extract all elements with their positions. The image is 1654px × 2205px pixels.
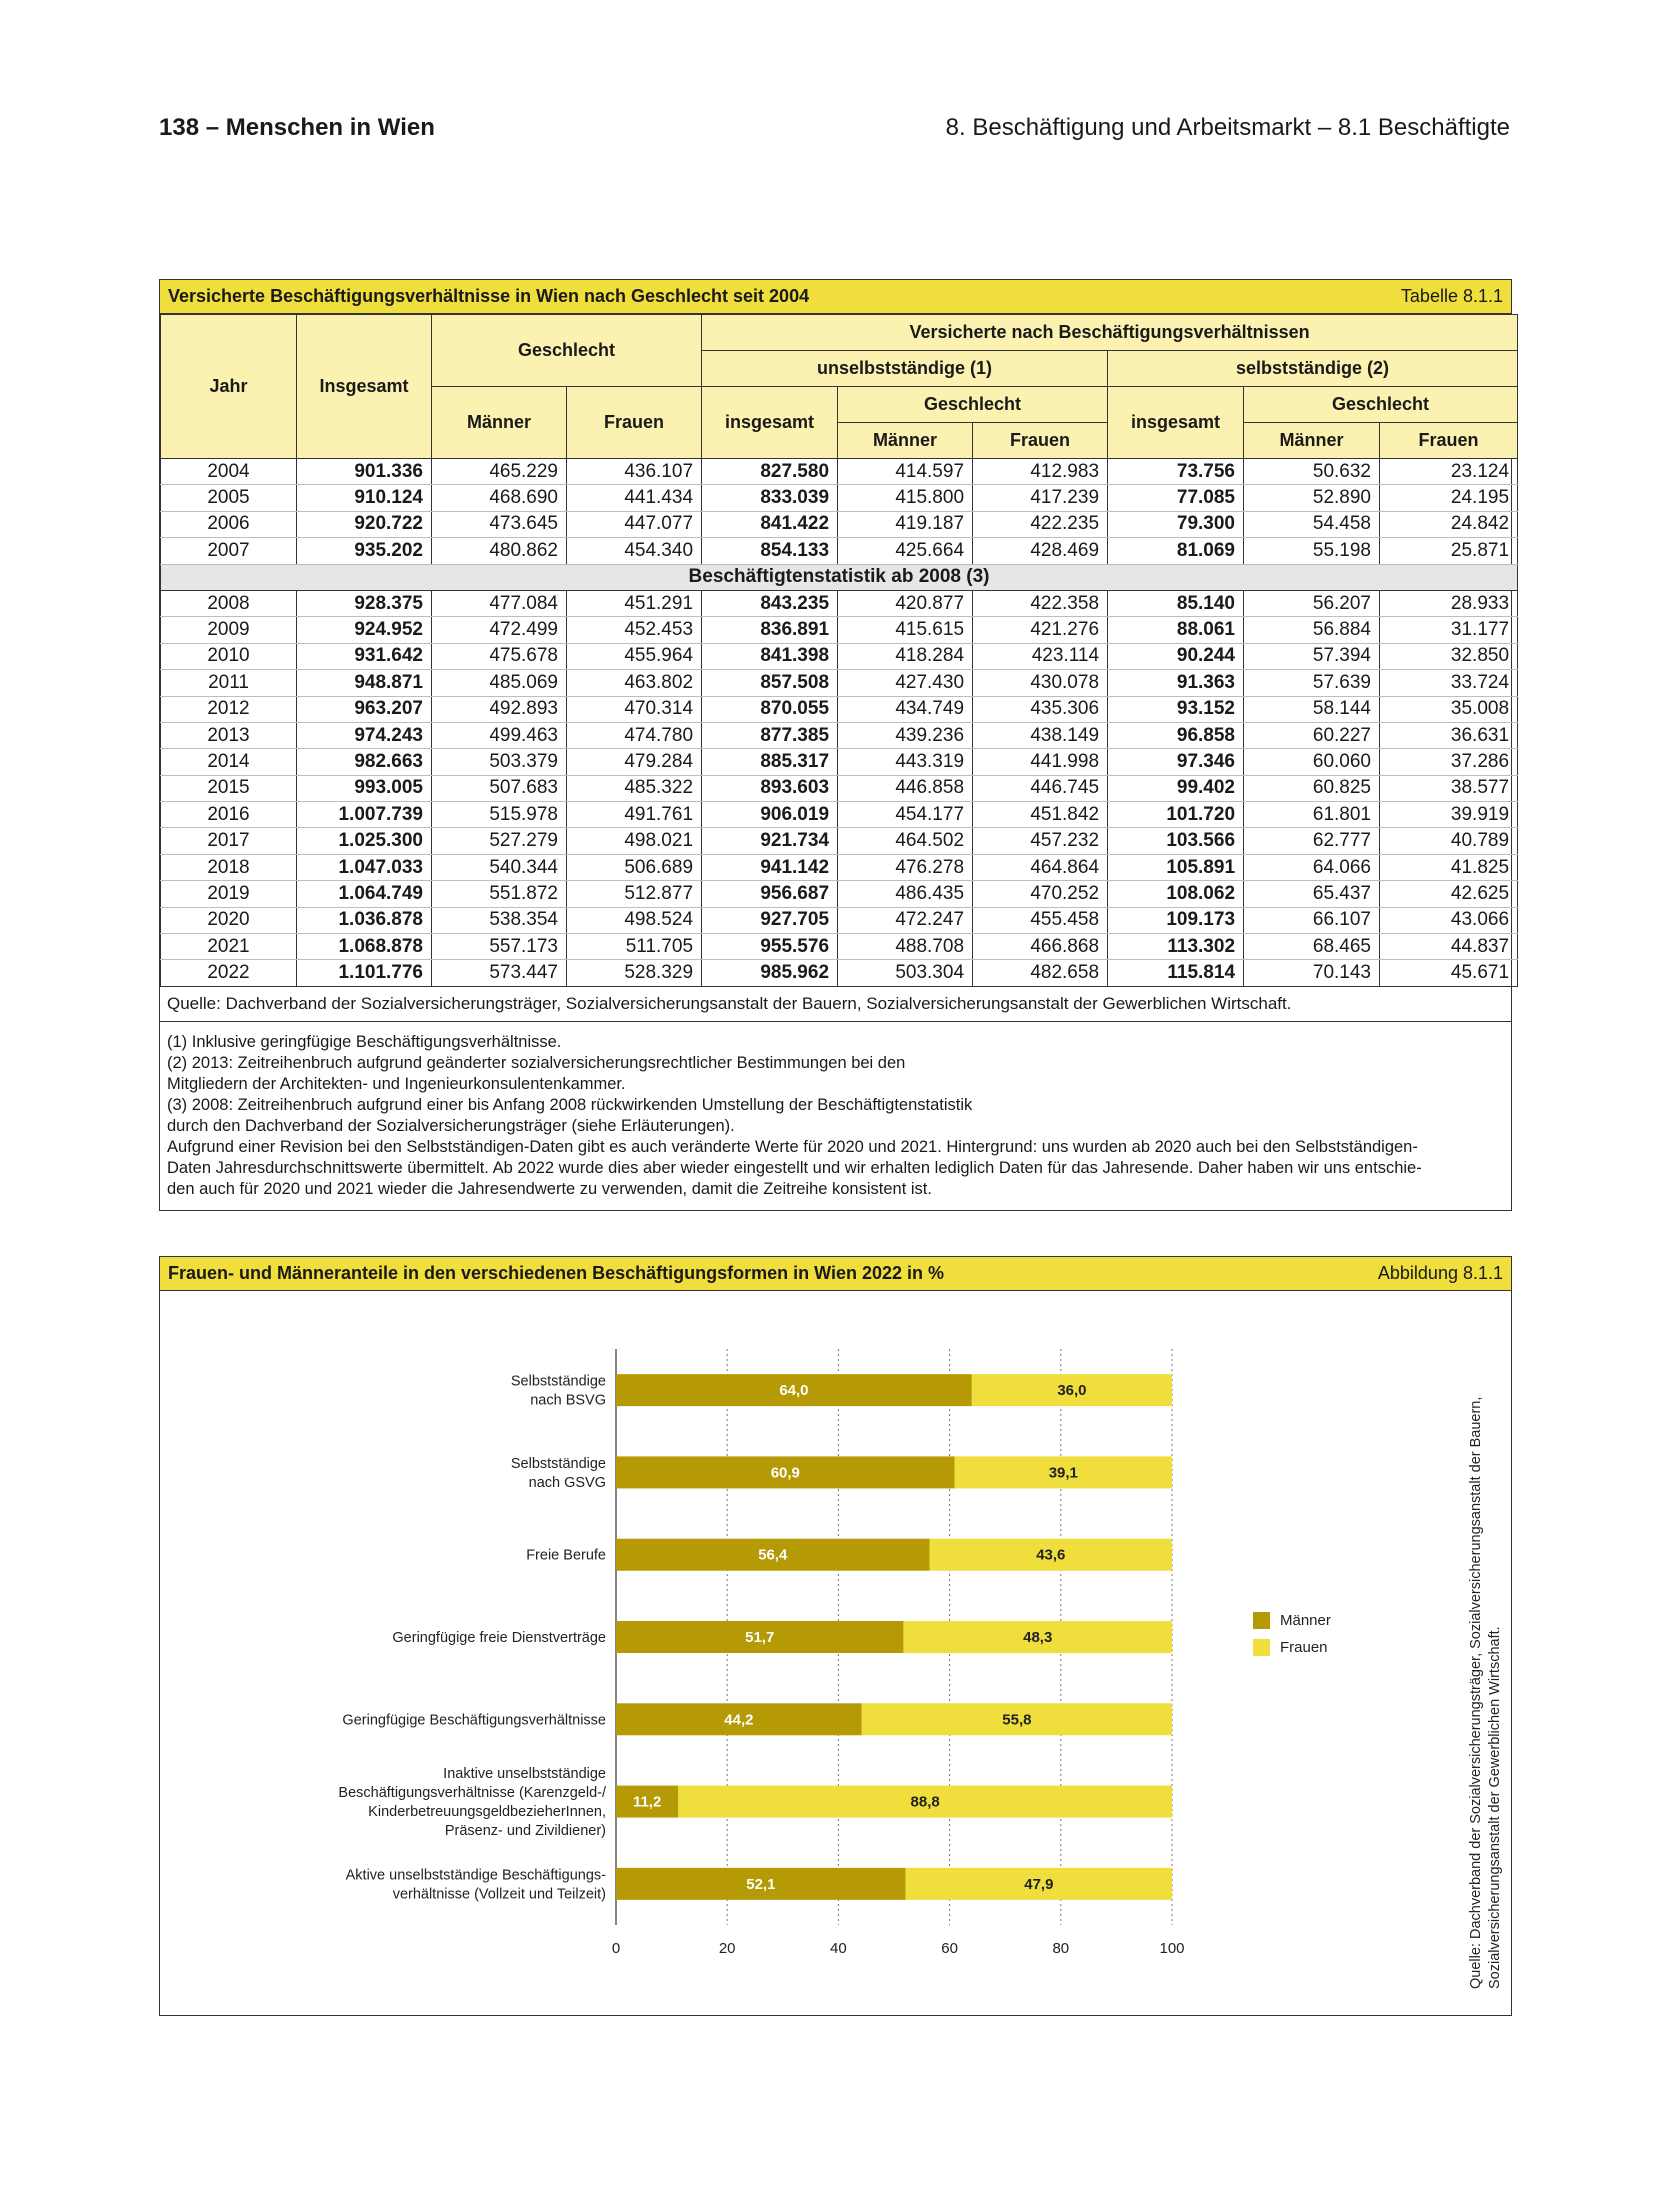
table-cell: 1.064.749: [297, 881, 432, 907]
table-cell: 982.663: [297, 749, 432, 775]
note-line: Mitgliedern der Architekten- und Ingenieurkonsulentenkammer.: [167, 1074, 626, 1093]
table-cell: 446.858: [838, 775, 973, 801]
table-cell: 506.689: [567, 854, 702, 880]
table-cell: 511.705: [567, 934, 702, 960]
col-header-selbst-geschlecht: Geschlecht: [1244, 387, 1518, 423]
category-label: nach GSVG: [528, 1474, 606, 1491]
table-cell: 77.085: [1108, 485, 1244, 511]
table-cell: 430.078: [973, 670, 1108, 696]
data-label: 39,1: [1048, 1464, 1078, 1482]
category-label: Aktive unselbstständige Beschäftigungs-: [345, 1867, 606, 1884]
table-cell: 96.858: [1108, 722, 1244, 748]
table-cell: 515.978: [432, 802, 567, 828]
table-cell: 23.124: [1380, 459, 1518, 485]
table-cell: 90.244: [1108, 643, 1244, 669]
data-label: 43,6: [1036, 1546, 1066, 1564]
note-line: Daten Jahresdurchschnittswerte übermittelt. Ab 2022 wurde dies aber wieder eingestellt und wir erhalten lediglich Daten für das Jahresende. Daher haben wir uns entschie-: [167, 1158, 1422, 1177]
table-cell: 39.919: [1380, 802, 1518, 828]
table-cell: 81.069: [1108, 538, 1244, 564]
table-cell: 68.465: [1244, 934, 1380, 960]
table-cell: 538.354: [432, 907, 567, 933]
table-row: [161, 696, 1518, 722]
category-label: Präsenz- und Zivildiener): [444, 1823, 606, 1840]
table-cell: 45.671: [1380, 960, 1518, 986]
category-label: nach BSVG: [530, 1392, 606, 1409]
table-cell: 57.394: [1244, 643, 1380, 669]
category-label: Freie Berufe: [526, 1547, 606, 1564]
x-tick-label: 100: [1159, 1940, 1185, 1957]
table-cell: 1.025.300: [297, 828, 432, 854]
table-cell: 79.300: [1108, 511, 1244, 537]
data-label: 52,1: [746, 1875, 776, 1893]
table-cell: 52.890: [1244, 485, 1380, 511]
table-cell: 455.964: [567, 643, 702, 669]
table-cell: 488.708: [838, 934, 973, 960]
table-cell: 103.566: [1108, 828, 1244, 854]
cell-year: 2017: [161, 828, 297, 854]
table-cell: 463.802: [567, 670, 702, 696]
separator-label: Beschäftigtenstatistik ab 2008 (3): [161, 564, 1518, 590]
table-row: [161, 802, 1518, 828]
table-cell: 65.437: [1244, 881, 1380, 907]
col-header-unselbst: unselbstständige (1): [702, 351, 1108, 387]
x-tick-label: 60: [941, 1940, 958, 1957]
cell-year: 2019: [161, 881, 297, 907]
table-cell: 28.933: [1380, 590, 1518, 616]
table-row: [161, 643, 1518, 669]
table-cell: 420.877: [838, 590, 973, 616]
x-tick-label: 80: [1052, 1940, 1070, 1957]
col-header-selbst: selbstständige (2): [1108, 351, 1518, 387]
table-cell: 910.124: [297, 485, 432, 511]
table-cell: 44.837: [1380, 934, 1518, 960]
table-cell: 827.580: [702, 459, 838, 485]
category-label: verhältnisse (Vollzeit und Teilzeit): [392, 1886, 606, 1903]
table-cell: 64.066: [1244, 854, 1380, 880]
legend-label: Männer: [1280, 1612, 1331, 1629]
table-cell: 540.344: [432, 854, 567, 880]
figure-source-line: Quelle: Dachverband der Sozialversicherungsträger, Sozialversicherungsanstalt der Bauern,: [1468, 1396, 1484, 1989]
category-label: Selbstständige: [510, 1373, 606, 1390]
table-body: [161, 459, 1518, 987]
table-cell: 928.375: [297, 590, 432, 616]
col-header-maenner: Männer: [432, 387, 567, 459]
table-cell: 24.195: [1380, 485, 1518, 511]
table-cell: 528.329: [567, 960, 702, 986]
table-cell: 492.893: [432, 696, 567, 722]
table-cell: 573.447: [432, 960, 567, 986]
table-cell: 73.756: [1108, 459, 1244, 485]
employment-table: [160, 314, 1518, 987]
table-cell: 974.243: [297, 722, 432, 748]
col-header-insgesamt: Insgesamt: [297, 315, 432, 459]
table-cell: 485.322: [567, 775, 702, 801]
table-cell: 33.724: [1380, 670, 1518, 696]
table-cell: 482.658: [973, 960, 1108, 986]
table-cell: 468.690: [432, 485, 567, 511]
table-cell: 551.872: [432, 881, 567, 907]
legend-swatch-maenner: [1253, 1612, 1270, 1629]
stacked-bar-chart: [160, 1291, 1511, 2014]
table-cell: 924.952: [297, 617, 432, 643]
table-row: [161, 907, 1518, 933]
table-cell: 109.173: [1108, 907, 1244, 933]
table-cell: 446.745: [973, 775, 1108, 801]
col-header-selbst-insgesamt: insgesamt: [1108, 387, 1244, 459]
table-cell: 425.664: [838, 538, 973, 564]
table-cell: 58.144: [1244, 696, 1380, 722]
table-cell: 836.891: [702, 617, 838, 643]
table-cell: 113.302: [1108, 934, 1244, 960]
table-cell: 421.276: [973, 617, 1108, 643]
table-cell: 418.284: [838, 643, 973, 669]
table-cell: 439.236: [838, 722, 973, 748]
table-cell: 40.789: [1380, 828, 1518, 854]
cell-year: 2010: [161, 643, 297, 669]
note-line: den auch für 2020 und 2021 wieder die Jahresendwerte zu verwenden, damit die Zeitreihe konsistent ist.: [167, 1179, 932, 1198]
table-cell: 55.198: [1244, 538, 1380, 564]
cell-year: 2006: [161, 511, 297, 537]
table-cell: 451.842: [973, 802, 1108, 828]
table-cell: 1.068.878: [297, 934, 432, 960]
table-cell: 921.734: [702, 828, 838, 854]
table-cell: 25.871: [1380, 538, 1518, 564]
col-header-selbst-maenner: Männer: [1244, 423, 1380, 459]
table-cell: 422.235: [973, 511, 1108, 537]
table-cell: 419.187: [838, 511, 973, 537]
table-cell: 503.379: [432, 749, 567, 775]
table-cell: 60.227: [1244, 722, 1380, 748]
table-cell: 57.639: [1244, 670, 1380, 696]
table-cell: 1.101.776: [297, 960, 432, 986]
table-cell: 485.069: [432, 670, 567, 696]
table-cell: 38.577: [1380, 775, 1518, 801]
page-header-left: 138 – Menschen in Wien: [159, 114, 435, 141]
table-cell: 43.066: [1380, 907, 1518, 933]
data-label: 47,9: [1024, 1875, 1054, 1893]
table-cell: 62.777: [1244, 828, 1380, 854]
table-row: [161, 934, 1518, 960]
table-row: [161, 670, 1518, 696]
table-cell: 841.398: [702, 643, 838, 669]
table-row: [161, 881, 1518, 907]
category-label: Geringfügige freie Dienstverträge: [392, 1630, 606, 1646]
table-source: Quelle: Dachverband der Sozialversicherungsträger, Sozialversicherungsanstalt der Bauern, Sozialversicherungsanstalt der Gewerblichen Wirtschaft.: [160, 987, 1511, 1022]
cell-year: 2004: [161, 459, 297, 485]
note-line: Aufgrund einer Revision bei den Selbstständigen-Daten gibt es auch veränderte Werte für 2020 und 2021. Hintergrund: uns wurden ab 2020 auch bei den Selbstständigen-: [167, 1137, 1418, 1156]
table-cell: 60.060: [1244, 749, 1380, 775]
table-row: [161, 511, 1518, 537]
table-cell: 1.047.033: [297, 854, 432, 880]
table-cell: 470.252: [973, 881, 1108, 907]
table-cell: 941.142: [702, 854, 838, 880]
note-line: (3) 2008: Zeitreihenbruch aufgrund einer bis Anfang 2008 rückwirkenden Umstellung der Beschäftigtenstatistik: [167, 1095, 973, 1114]
table-cell: 438.149: [973, 722, 1108, 748]
col-header-unselbst-insgesamt: insgesamt: [702, 387, 838, 459]
table-cell: 955.576: [702, 934, 838, 960]
table-cell: 985.962: [702, 960, 838, 986]
figure-source-line: Sozialversicherungsanstalt der Gewerblichen Wirtschaft.: [1487, 1626, 1503, 1989]
table-cell: 920.722: [297, 511, 432, 537]
table-row: [161, 854, 1518, 880]
table-row: [161, 828, 1518, 854]
table-cell: 115.814: [1108, 960, 1244, 986]
table-cell: 935.202: [297, 538, 432, 564]
table-cell: 470.314: [567, 696, 702, 722]
table-cell: 464.864: [973, 854, 1108, 880]
cell-year: 2020: [161, 907, 297, 933]
legend-swatch-frauen: [1253, 1639, 1270, 1656]
table-box: [159, 279, 1512, 1211]
table-cell: 428.469: [973, 538, 1108, 564]
table-cell: 472.247: [838, 907, 973, 933]
col-header-versicherte: Versicherte nach Beschäftigungsverhältnissen: [702, 315, 1518, 351]
table-cell: 956.687: [702, 881, 838, 907]
cell-year: 2021: [161, 934, 297, 960]
data-label: 11,2: [632, 1793, 662, 1811]
table-cell: 870.055: [702, 696, 838, 722]
table-cell: 417.239: [973, 485, 1108, 511]
figure-title-bar: [160, 1257, 1511, 1291]
table-cell: 70.143: [1244, 960, 1380, 986]
col-header-jahr: Jahr: [161, 315, 297, 459]
cell-year: 2013: [161, 722, 297, 748]
cell-year: 2007: [161, 538, 297, 564]
table-row: [161, 538, 1518, 564]
table-cell: 97.346: [1108, 749, 1244, 775]
table-cell: 415.615: [838, 617, 973, 643]
table-cell: 455.458: [973, 907, 1108, 933]
table-notes: [160, 1022, 1511, 1210]
table-cell: 454.340: [567, 538, 702, 564]
table-cell: 901.336: [297, 459, 432, 485]
table-title: Versicherte Beschäftigungsverhältnisse in Wien nach Geschlecht seit 2004: [168, 286, 810, 306]
table-cell: 99.402: [1108, 775, 1244, 801]
table-cell: 93.152: [1108, 696, 1244, 722]
table-cell: 472.499: [432, 617, 567, 643]
table-cell: 841.422: [702, 511, 838, 537]
category-label: Inaktive unselbstständige: [443, 1766, 606, 1783]
figure-title: Frauen- und Männeranteile in den verschiedenen Beschäftigungsformen in Wien 2022 in %: [168, 1263, 944, 1283]
table-cell: 491.761: [567, 802, 702, 828]
table-cell: 527.279: [432, 828, 567, 854]
table-cell: 454.177: [838, 802, 973, 828]
table-cell: 423.114: [973, 643, 1108, 669]
table-cell: 1.007.739: [297, 802, 432, 828]
table-cell: 906.019: [702, 802, 838, 828]
table-cell: 427.430: [838, 670, 973, 696]
table-cell: 60.825: [1244, 775, 1380, 801]
table-cell: 441.434: [567, 485, 702, 511]
table-title-bar: [160, 280, 1511, 314]
col-header-frauen: Frauen: [567, 387, 702, 459]
table-row: [161, 775, 1518, 801]
table-cell: 486.435: [838, 881, 973, 907]
table-cell: 466.868: [973, 934, 1108, 960]
table-row: [161, 617, 1518, 643]
table-cell: 35.008: [1380, 696, 1518, 722]
col-header-geschlecht: Geschlecht: [432, 315, 702, 387]
table-cell: 843.235: [702, 590, 838, 616]
table-cell: 24.842: [1380, 511, 1518, 537]
table-cell: 108.062: [1108, 881, 1244, 907]
table-cell: 415.800: [838, 485, 973, 511]
figure-box: [159, 1256, 1512, 2016]
table-cell: 50.632: [1244, 459, 1380, 485]
table-cell: 56.207: [1244, 590, 1380, 616]
cell-year: 2014: [161, 749, 297, 775]
table-cell: 475.678: [432, 643, 567, 669]
table-cell: 465.229: [432, 459, 567, 485]
table-cell: 885.317: [702, 749, 838, 775]
table-cell: 414.597: [838, 459, 973, 485]
table-cell: 42.625: [1380, 881, 1518, 907]
table-cell: 477.084: [432, 590, 567, 616]
table-cell: 85.140: [1108, 590, 1244, 616]
x-tick-label: 40: [830, 1940, 847, 1957]
table-cell: 499.463: [432, 722, 567, 748]
cell-year: 2016: [161, 802, 297, 828]
table-cell: 474.780: [567, 722, 702, 748]
cell-year: 2015: [161, 775, 297, 801]
table-cell: 498.524: [567, 907, 702, 933]
table-cell: 498.021: [567, 828, 702, 854]
table-cell: 105.891: [1108, 854, 1244, 880]
table-cell: 32.850: [1380, 643, 1518, 669]
data-label: 60,9: [770, 1464, 800, 1482]
table-cell: 54.458: [1244, 511, 1380, 537]
table-cell: 422.358: [973, 590, 1108, 616]
table-cell: 833.039: [702, 485, 838, 511]
data-label: 51,7: [745, 1629, 775, 1646]
table-cell: 88.061: [1108, 617, 1244, 643]
table-cell: 512.877: [567, 881, 702, 907]
table-cell: 857.508: [702, 670, 838, 696]
table-cell: 91.363: [1108, 670, 1244, 696]
table-row: [161, 749, 1518, 775]
table-cell: 464.502: [838, 828, 973, 854]
table-cell: 948.871: [297, 670, 432, 696]
table-cell: 479.284: [567, 749, 702, 775]
table-cell: 963.207: [297, 696, 432, 722]
table-cell: 452.453: [567, 617, 702, 643]
table-row: [161, 459, 1518, 485]
cell-year: 2018: [161, 854, 297, 880]
data-label: 44,2: [724, 1711, 754, 1729]
table-cell: 927.705: [702, 907, 838, 933]
table-cell: 447.077: [567, 511, 702, 537]
table-cell: 854.133: [702, 538, 838, 564]
table-cell: 412.983: [973, 459, 1108, 485]
table-row: [161, 960, 1518, 986]
category-label: Beschäftigungsverhältnisse (Karenzgeld-/: [338, 1785, 606, 1802]
table-cell: 36.631: [1380, 722, 1518, 748]
category-label: Geringfügige Beschäftigungsverhältnisse: [342, 1712, 606, 1729]
table-row: [161, 722, 1518, 748]
table-cell: 443.319: [838, 749, 973, 775]
note-line: (1) Inklusive geringfügige Beschäftigungsverhältnisse.: [167, 1032, 562, 1051]
table-cell: 503.304: [838, 960, 973, 986]
table-cell: 476.278: [838, 854, 973, 880]
col-header-unselbst-maenner: Männer: [838, 423, 973, 459]
table-cell: 1.036.878: [297, 907, 432, 933]
category-label: Selbstständige: [510, 1455, 606, 1472]
table-cell: 434.749: [838, 696, 973, 722]
data-label: 36,0: [1057, 1382, 1087, 1400]
note-line: durch den Dachverband der Sozialversicherungsträger (siehe Erläuterungen).: [167, 1116, 735, 1135]
cell-year: 2009: [161, 617, 297, 643]
data-label: 64,0: [779, 1382, 809, 1400]
figure-label: Abbildung 8.1.1: [1377, 1263, 1503, 1283]
note-line: (2) 2013: Zeitreihenbruch aufgrund geänderter sozialversicherungsrechtlicher Bestimmungen bei den: [167, 1053, 906, 1072]
table-cell: 436.107: [567, 459, 702, 485]
table-row: [161, 590, 1518, 616]
table-separator-row: [161, 564, 1518, 590]
table-cell: 56.884: [1244, 617, 1380, 643]
cell-year: 2011: [161, 670, 297, 696]
table-cell: 61.801: [1244, 802, 1380, 828]
data-label: 55,8: [1002, 1711, 1032, 1729]
col-header-selbst-frauen: Frauen: [1380, 423, 1518, 459]
cell-year: 2008: [161, 590, 297, 616]
data-label: 56,4: [758, 1546, 788, 1564]
table-cell: 473.645: [432, 511, 567, 537]
x-tick-label: 20: [718, 1940, 736, 1957]
table-cell: 893.603: [702, 775, 838, 801]
table-cell: 101.720: [1108, 802, 1244, 828]
table-row: [161, 485, 1518, 511]
col-header-unselbst-geschlecht: Geschlecht: [838, 387, 1108, 423]
table-cell: 66.107: [1244, 907, 1380, 933]
table-cell: 41.825: [1380, 854, 1518, 880]
table-cell: 31.177: [1380, 617, 1518, 643]
table-cell: 877.385: [702, 722, 838, 748]
category-label: KinderbetreuungsgeldbezieherInnen,: [368, 1804, 606, 1821]
table-cell: 441.998: [973, 749, 1108, 775]
table-cell: 451.291: [567, 590, 702, 616]
page-header-right: 8. Beschäftigung und Arbeitsmarkt – 8.1 Beschäftigte: [945, 114, 1510, 141]
col-header-unselbst-frauen: Frauen: [973, 423, 1108, 459]
x-tick-label: 0: [611, 1940, 621, 1957]
table-cell: 435.306: [973, 696, 1108, 722]
table-cell: 931.642: [297, 643, 432, 669]
cell-year: 2022: [161, 960, 297, 986]
table-cell: 557.173: [432, 934, 567, 960]
legend-label: Frauen: [1280, 1639, 1328, 1656]
cell-year: 2012: [161, 696, 297, 722]
table-label: Tabelle 8.1.1: [1400, 286, 1503, 306]
data-label: 88,8: [910, 1793, 940, 1811]
table-cell: 507.683: [432, 775, 567, 801]
table-cell: 37.286: [1380, 749, 1518, 775]
data-label: 48,3: [1023, 1629, 1053, 1646]
table-cell: 457.232: [973, 828, 1108, 854]
table-cell: 480.862: [432, 538, 567, 564]
cell-year: 2005: [161, 485, 297, 511]
table-cell: 993.005: [297, 775, 432, 801]
